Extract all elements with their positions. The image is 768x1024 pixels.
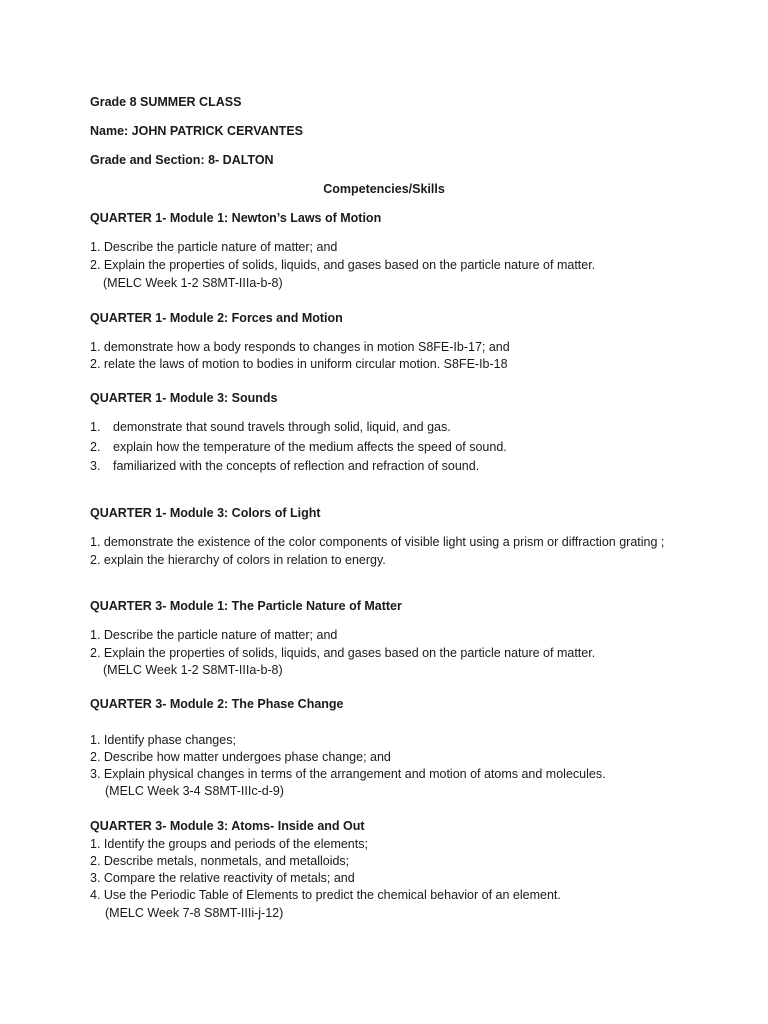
list-item: 3. Compare the relative reactivity of metals; and: [90, 871, 355, 885]
item-number: 3.: [90, 459, 101, 473]
melc-note: (MELC Week 3-4 S8MT-IIIc-d-9): [105, 784, 284, 798]
item-text: demonstrate that sound travels through solid, liquid, and gas.: [113, 420, 451, 434]
list-item: 1. Describe the particle nature of matter; and: [90, 240, 338, 254]
list-item: 1. demonstrate the existence of the color components of visible light using a prism or diffraction grating ;: [90, 535, 665, 549]
list-item: [90, 419, 451, 437]
student-name: Name: JOHN PATRICK CERVANTES: [90, 124, 303, 138]
list-item: 2. Explain the properties of solids, liquids, and gases based on the particle nature of matter.: [90, 258, 596, 272]
list-item: 2. Explain the properties of solids, liquids, and gases based on the particle nature of matter.: [90, 646, 596, 660]
list-item: 1. Describe the particle nature of matter; and: [90, 628, 338, 642]
list-item: 2. explain the hierarchy of colors in relation to energy.: [90, 553, 386, 567]
grade-section: Grade and Section: 8- DALTON: [90, 153, 274, 167]
section-heading: QUARTER 1- Module 2: Forces and Motion: [90, 311, 343, 325]
list-item: 1. Identify the groups and periods of the elements;: [90, 837, 368, 851]
item-number: 2.: [90, 440, 101, 454]
section-heading: QUARTER 3- Module 2: The Phase Change: [90, 697, 344, 711]
item-text: familiarized with the concepts of reflection and refraction of sound.: [113, 459, 480, 473]
section-heading: QUARTER 1- Module 1: Newton’s Laws of Motion: [90, 211, 382, 225]
list-item: 1. Identify phase changes;: [90, 733, 236, 747]
list-item: 3. Explain physical changes in terms of the arrangement and motion of atoms and molecules.: [90, 767, 606, 781]
list-item: 1. demonstrate how a body responds to changes in motion S8FE-Ib-17; and: [90, 340, 510, 354]
melc-note: (MELC Week 1-2 S8MT-IIIa-b-8): [103, 663, 283, 677]
melc-note: (MELC Week 7-8 S8MT-IIIi-j-12): [105, 906, 284, 920]
section-heading: QUARTER 1- Module 3: Colors of Light: [90, 506, 321, 520]
list-item: 2. relate the laws of motion to bodies in uniform circular motion. S8FE-Ib-18: [90, 357, 508, 371]
item-text: explain how the temperature of the medium affects the speed of sound.: [113, 440, 507, 454]
item-number: 1.: [90, 420, 101, 434]
page-title: Competencies/Skills: [323, 182, 445, 196]
section-heading: QUARTER 3- Module 1: The Particle Nature of Matter: [90, 599, 402, 613]
melc-note: (MELC Week 1-2 S8MT-IIIa-b-8): [103, 276, 283, 290]
section-heading: QUARTER 3- Module 3: Atoms- Inside and Out: [90, 819, 365, 833]
list-item: [90, 439, 507, 457]
section-heading: QUARTER 1- Module 3: Sounds: [90, 391, 278, 405]
class-title: Grade 8 SUMMER CLASS: [90, 95, 242, 109]
list-item: 4. Use the Periodic Table of Elements to predict the chemical behavior of an element.: [90, 888, 561, 902]
list-item: 2. Describe how matter undergoes phase change; and: [90, 750, 391, 764]
list-item: 2. Describe metals, nonmetals, and metalloids;: [90, 854, 350, 868]
list-item: [90, 458, 479, 476]
